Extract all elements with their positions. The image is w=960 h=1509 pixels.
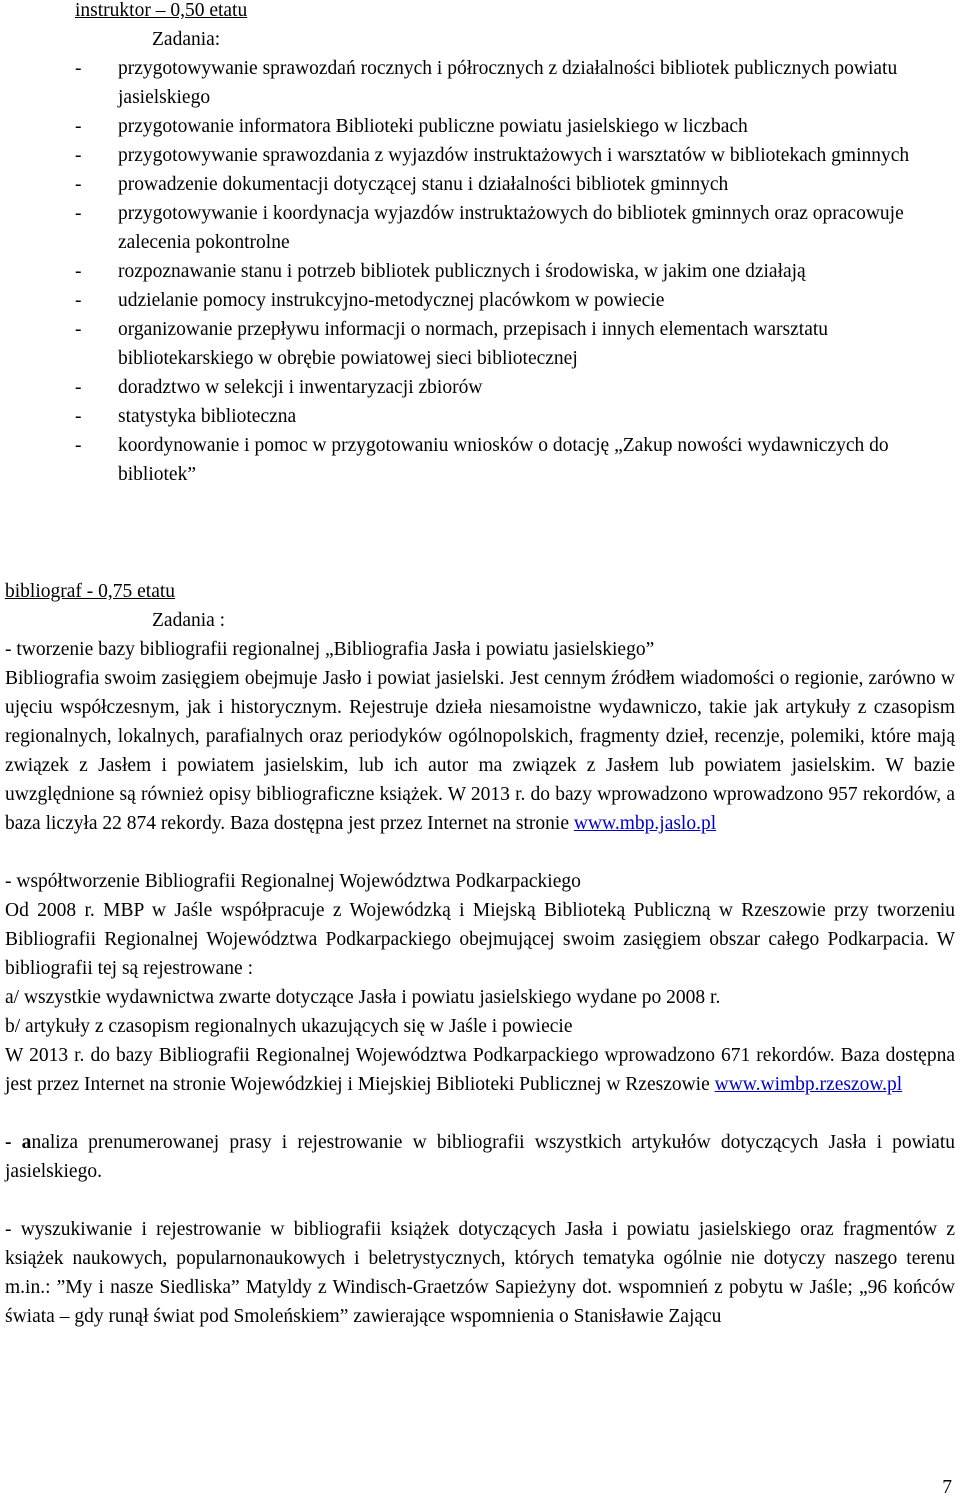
instruktor-task-list <box>75 54 935 489</box>
list-item: - przygotowywanie i koordynacja wyjazdów instruktażowych do bibliotek gminnych oraz opracowuje zalecenia pokontrolne <box>75 203 904 253</box>
list-item: - rozpoznawanie stanu i potrzeb bibliotek publicznych i środowiska, w jakim one działają <box>75 261 806 282</box>
instruktor-tasks-label: Zadania: <box>152 29 221 50</box>
task-press-analysis: - analiza prenumerowanej prasy i rejestrowanie w bibliografii wszystkich artykułów dotyczących Jasła i powiatu jasielskiego. <box>5 1132 956 1182</box>
instruktor-section <box>75 0 935 489</box>
list-item: - doradztwo w selekcji i inwentaryzacji zbiorów <box>75 377 483 398</box>
task-podkarpackie-bibliography-title: - współtworzenie Bibliografii Regionalnej Województwa Podkarpackiego <box>5 871 581 892</box>
list-item: - przygotowywanie sprawozdania z wyjazdów instruktażowych i warsztatów w bibliotekach gminnych <box>75 145 910 166</box>
bibliograf-heading: bibliograf - 0,75 etatu <box>5 581 176 602</box>
list-item: - prowadzenie dokumentacji dotyczącej stanu i działalności bibliotek gminnych <box>75 174 729 195</box>
list-item: - statystyka biblioteczna <box>75 406 297 427</box>
page-number: 7 <box>942 1477 952 1498</box>
bibliograf-tasks-label: Zadania : <box>152 610 226 631</box>
list-item: - przygotowanie informatora Biblioteki publiczne powiatu jasielskiego w liczbach <box>75 116 748 137</box>
mbp-jaslo-link[interactable]: www.mbp.jaslo.pl <box>573 813 717 834</box>
task-podkarpackie-item-b: b/ artykuły z czasopism regionalnych ukazujących się w Jaśle i powiecie <box>5 1016 573 1037</box>
wimbp-rzeszow-link[interactable]: www.wimbp.rzeszow.pl <box>714 1074 903 1095</box>
list-item: - udzielanie pomocy instrukcyjno-metodycznej placówkom w powiecie <box>75 290 665 311</box>
list-item: - koordynowanie i pomoc w przygotowaniu wniosków o dotację „Zakup nowości wydawniczych do bibliotek” <box>75 435 889 485</box>
task-book-search: - wyszukiwanie i rejestrowanie w bibliografii książek dotyczących Jasła i powiatu jasielskiego oraz fragmentów z książek naukowych, popularnonaukowych i beletrystycznych, których tematyka ogólnie nie dotyczy naszego terenu m.in.: ”My i nasze Siedliska” Matyldy z Windisch-Graetzów Sapieżyny dot. wspomnień z pobytu w Jaśle; „96 końców świata – gdy runął świat pod Smoleńskiem” zawierające wspomnienia o Stanisławie Zającu <box>5 1219 955 1327</box>
task-podkarpackie-bibliography-body: Od 2008 r. MBP w Jaśle współpracuje z Wojewódzką i Miejską Biblioteką Publiczną w Rzeszowie przy tworzeniu Bibliografii Regionalnej Województwa Podkarpackiego obejmującej swoim zasięgiem obszar całego Podkarpacia. W bibliografii tej są rejestrowane : <box>5 900 955 979</box>
task-regional-bibliography-body: Bibliografia swoim zasięgiem obejmuje Jasło i powiat jasielski. Jest cennym źródłem wiadomości o regionie, zarówno w ujęciu współczesnym, jak i historycznym. Rejestruje dzieła niesamoistne wydawniczo, takie jak artykuły z czasopism regionalnych, lokalnych, parafialnych oraz periodyków ogólnopolskich, fragmenty dzieł, recenzje, polemiki, które mają związek z Jasłem i powiatem jasielskim, lub ich autor ma związek z Jasłem lub powiatem jasielskim. W bazie uwzględnione są również opisy bibliograficzne książek. W 2013 r. do bazy wprowadzono wprowadzono 957 rekordów, a baza liczyła 22 874 rekordy. Baza dostępna jest przez Internet na stronie www.mbp.jaslo.pl <box>5 668 955 834</box>
task-podkarpackie-stats: W 2013 r. do bazy Bibliografii Regionalnej Województwa Podkarpackiego wprowadzono 671 rekordów. Baza dostępna jest przez Internet na stronie Wojewódzkiej i Miejskiej Biblioteki Publicznej w Rzeszowie www.wimbp.rzeszow.pl <box>5 1045 955 1095</box>
list-item: - organizowanie przepływu informacji o normach, przepisach i innych elementach warsztatu bibliotekarskiego w obrębie powiatowej sieci bibliotecznej <box>75 319 829 369</box>
bibliograf-section <box>5 577 955 1331</box>
list-item: - przygotowywanie sprawozdań rocznych i półrocznych z działalności bibliotek publicznych powiatu jasielskiego <box>75 58 898 108</box>
task-regional-bibliography-title: - tworzenie bazy bibliografii regionalnej „Bibliografia Jasła i powiatu jasielskiego” <box>5 639 655 660</box>
task-podkarpackie-item-a: a/ wszystkie wydawnictwa zwarte dotyczące Jasła i powiatu jasielskiego wydane po 2008 r. <box>5 987 721 1008</box>
instruktor-heading: instruktor – 0,50 etatu <box>75 0 248 21</box>
